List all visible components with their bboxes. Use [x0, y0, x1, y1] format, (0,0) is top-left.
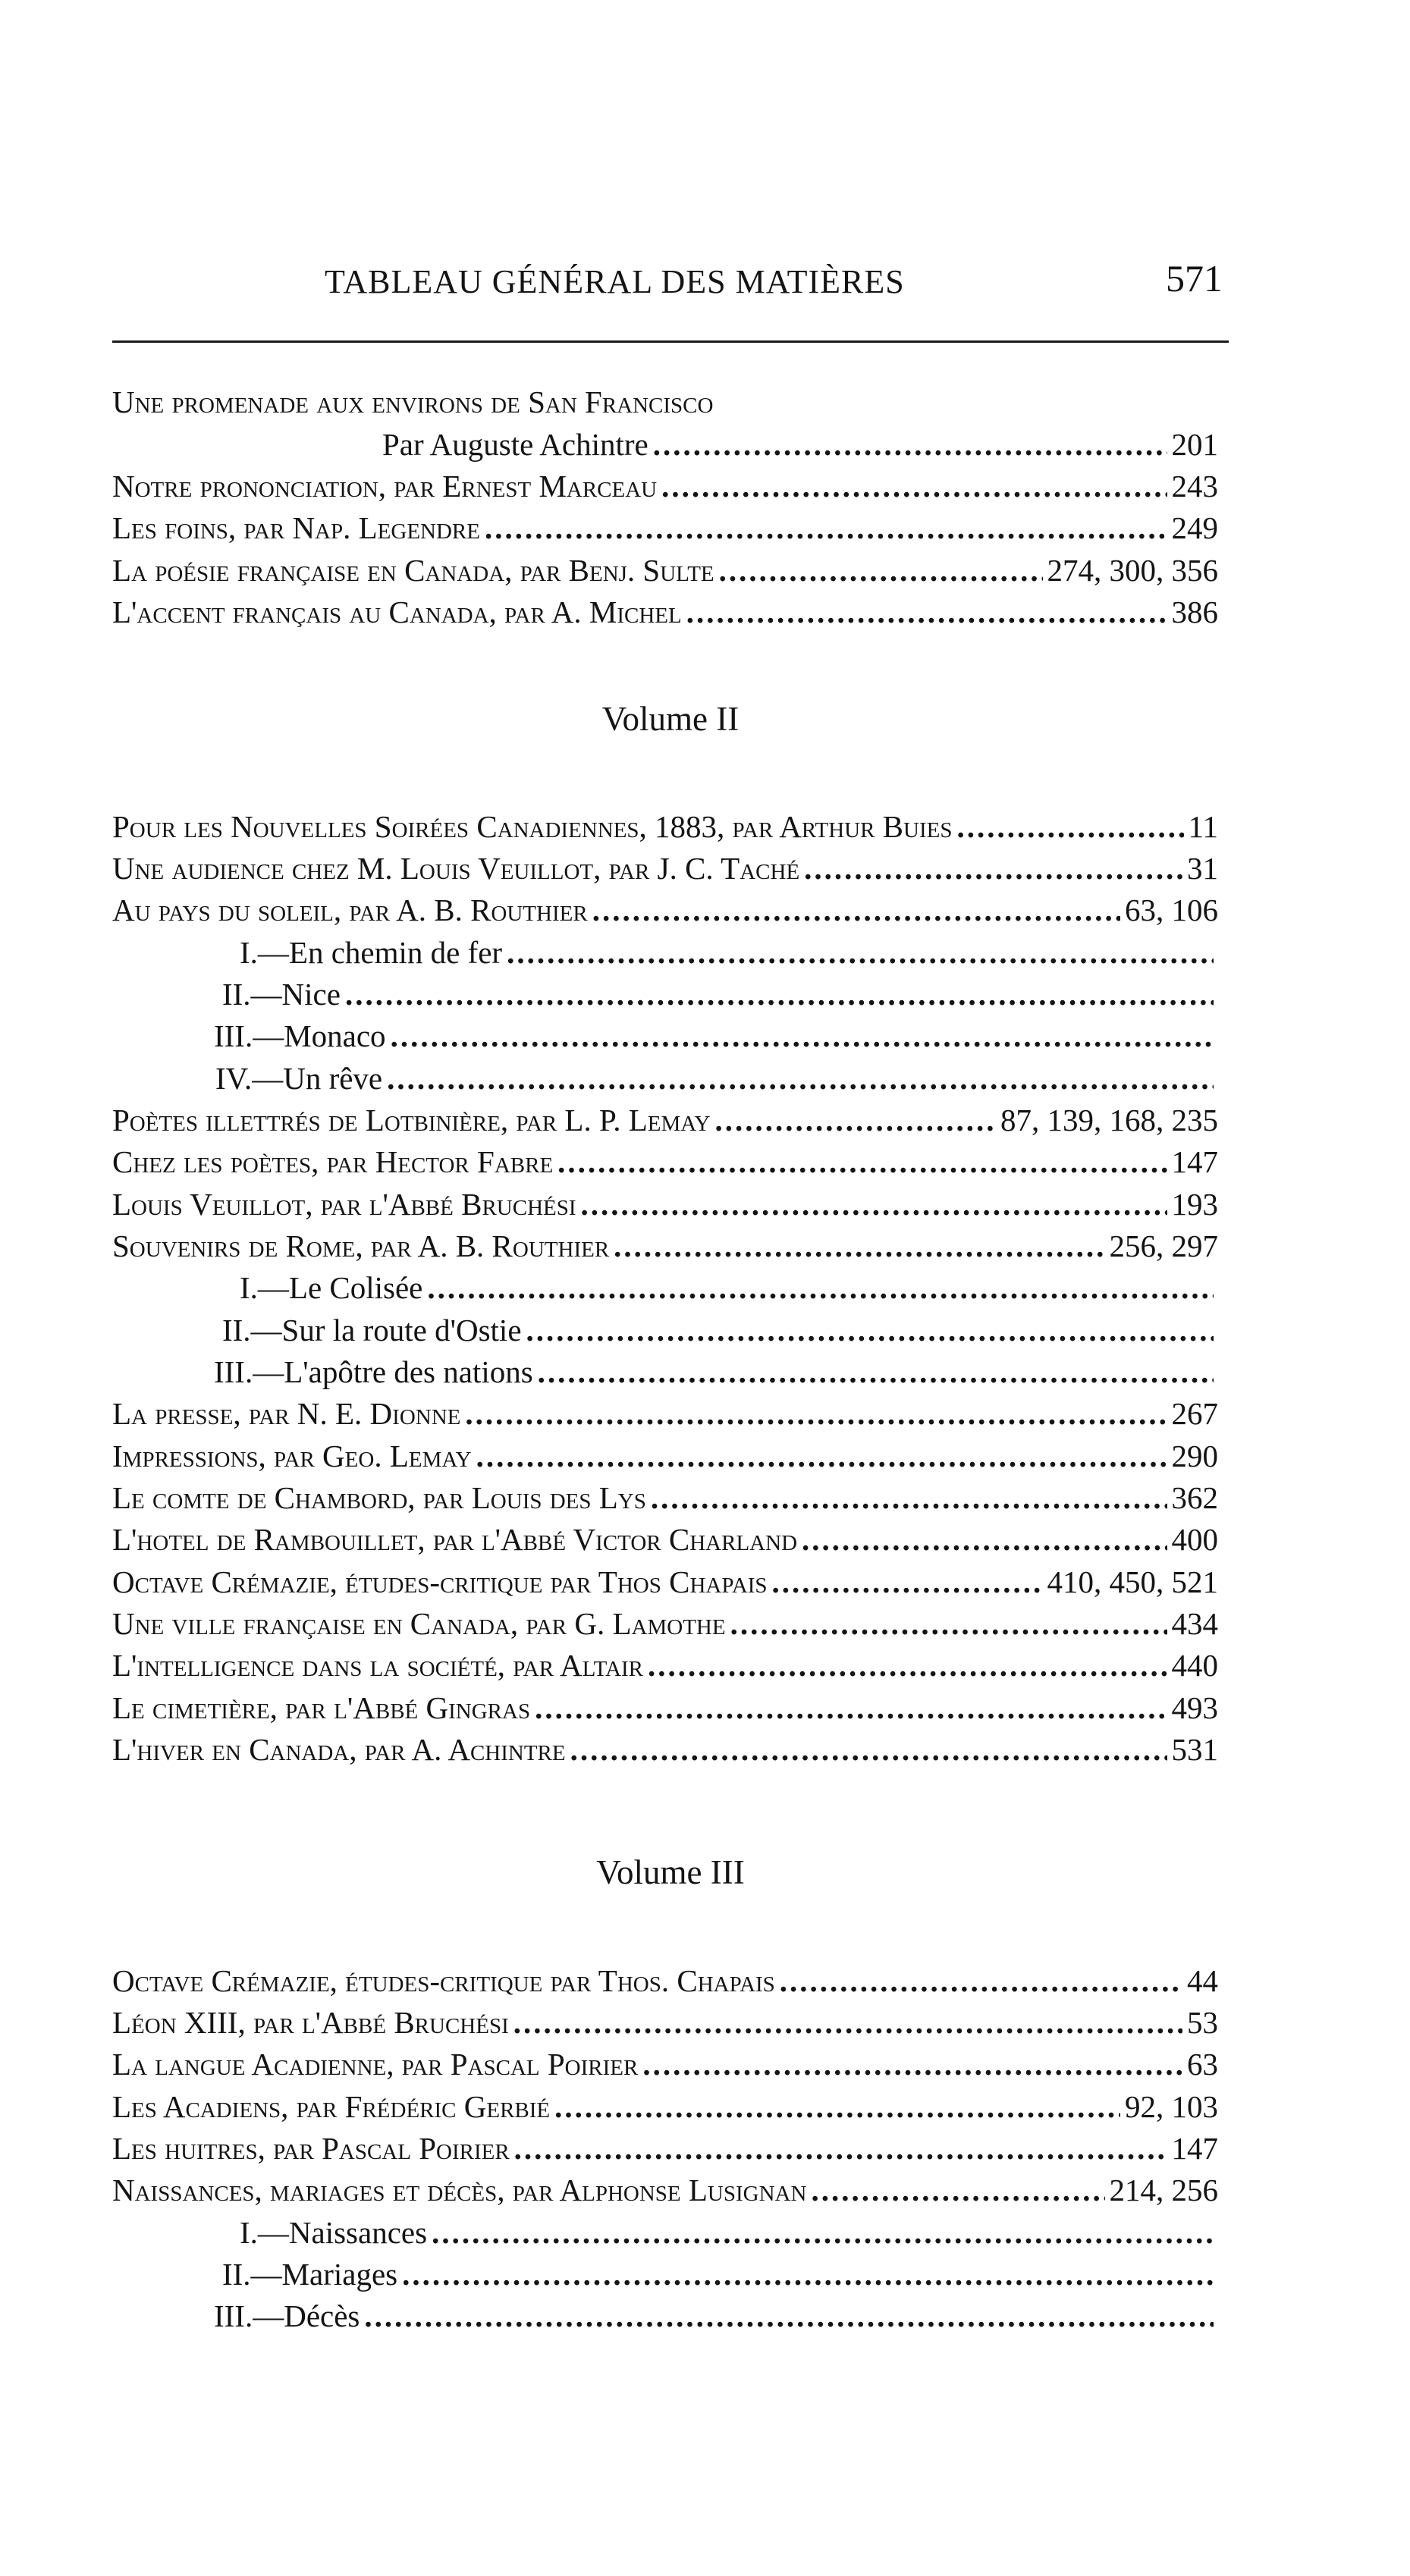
- dot-leader: [476, 1435, 1167, 1476]
- entry-title: Le cimetière, par l'Abbé Gingras: [112, 1690, 531, 1725]
- toc-entry: [112, 1393, 1218, 1434]
- entry-pages: 92, 103: [1125, 2089, 1218, 2124]
- toc-entry: [112, 1225, 1218, 1266]
- entry-pages: 31: [1187, 851, 1218, 886]
- entry-title: Poètes illettrés de Lotbinière, par L. P. Lemay: [112, 1103, 711, 1137]
- entry-title: Le comte de Chambord, par Louis des Lys: [112, 1480, 646, 1515]
- dot-leader: [387, 1058, 1214, 1099]
- toc-subentry: [112, 2212, 1218, 2253]
- toc-subentry: [112, 932, 1218, 973]
- dot-leader: [592, 890, 1120, 930]
- toc-entry: [112, 1687, 1218, 1728]
- header-rule: [112, 340, 1229, 343]
- toc-entry: [112, 507, 1218, 548]
- entry-title: Une ville française en Canada, par G. Lamothe: [112, 1606, 726, 1641]
- entry-title: La presse, par N. E. Dionne: [112, 1396, 461, 1431]
- dot-leader: [557, 1141, 1167, 1182]
- entry-pages: 214, 256: [1109, 2173, 1218, 2207]
- entry-title: Naissances, mariages et décès, par Alphonse Lusignan: [112, 2173, 807, 2207]
- toc-entry: [112, 1561, 1218, 1602]
- toc-subentry: [112, 2295, 1218, 2336]
- entry-pages: 434: [1171, 1606, 1218, 1641]
- toc-entry: [112, 1729, 1218, 1770]
- toc-entry: [112, 1184, 1218, 1225]
- toc-entry: [112, 591, 1218, 632]
- dot-leader: [811, 2170, 1104, 2210]
- dot-leader: [427, 1267, 1214, 1308]
- toc-subentry: [112, 1267, 1218, 1308]
- entry-title: Au pays du soleil, par A. B. Routhier: [112, 893, 588, 927]
- toc-entry: [112, 466, 1218, 507]
- entry-title: Souvenirs de Rome, par A. B. Routhier: [112, 1228, 610, 1263]
- entry-pages: 274, 300, 356: [1047, 553, 1218, 588]
- toc-entry: [112, 1603, 1218, 1644]
- entry-pages: 147: [1171, 2131, 1218, 2166]
- dot-leader: [513, 2002, 1182, 2043]
- entry-title: L'accent français au Canada, par A. Michel: [112, 595, 682, 629]
- entry-title: I.—Le Colisée: [240, 1270, 423, 1305]
- dot-leader: [772, 1561, 1043, 1602]
- dot-leader: [614, 1225, 1104, 1266]
- entry-title: L'hotel de Rambouillet, par l'Abbé Victor Charland: [112, 1522, 798, 1557]
- dot-leader: [535, 1687, 1167, 1728]
- dot-leader: [719, 550, 1043, 591]
- entry-pages: 44: [1187, 1963, 1218, 1998]
- dot-leader: [554, 2086, 1120, 2127]
- dot-leader: [391, 1015, 1214, 1056]
- entry-title: II.—Mariages: [222, 2257, 398, 2292]
- entry-title: Les foins, par Nap. Legendre: [112, 510, 480, 545]
- dot-leader: [581, 1184, 1167, 1225]
- toc-subentry: [112, 2254, 1218, 2295]
- entry-pages: 440: [1171, 1648, 1218, 1683]
- dot-leader: [345, 974, 1214, 1015]
- entry-title: L'hiver en Canada, par A. Achintre: [112, 1732, 566, 1767]
- entry-pages: 11: [1188, 809, 1218, 844]
- dot-leader: [538, 1351, 1214, 1392]
- entry-title: IV.—Un rêve: [215, 1061, 383, 1096]
- dot-leader: [648, 1645, 1167, 1686]
- toc-entry: [112, 2086, 1218, 2127]
- entry-title: L'intelligence dans la société, par Altair: [112, 1648, 644, 1683]
- entry-title: Notre prononciation, par Ernest Marceau: [112, 469, 658, 504]
- entry-title: II.—Sur la route d'Ostie: [222, 1313, 522, 1348]
- toc-entry: [112, 890, 1218, 930]
- dot-leader: [465, 1393, 1167, 1434]
- toc-entry: [112, 1100, 1218, 1141]
- toc-entry: [112, 2044, 1218, 2085]
- dot-leader: [730, 1603, 1167, 1644]
- entry-pages: 193: [1171, 1187, 1218, 1222]
- entry-title: La poésie française en Canada, par Benj. Sulte: [112, 553, 714, 588]
- toc-subentry: [112, 1310, 1218, 1351]
- entry-pages: 63: [1187, 2047, 1218, 2082]
- entry-title: Octave Crémazie, études-critique par Thos. Chapais: [112, 1963, 775, 1998]
- volume-heading: Volume II: [601, 700, 740, 738]
- toc-entry: [112, 1477, 1218, 1518]
- entry-pages: 493: [1171, 1690, 1218, 1725]
- dot-leader: [714, 1100, 996, 1141]
- entry-title: I.—Naissances: [240, 2215, 428, 2250]
- toc-entry: [112, 806, 1218, 847]
- dot-leader: [570, 1729, 1167, 1770]
- entry-pages: 63, 106: [1125, 893, 1218, 927]
- toc-subentry: [112, 974, 1218, 1015]
- toc-entry: [112, 381, 1218, 422]
- entry-title: Les Acadiens, par Frédéric Gerbié: [112, 2089, 551, 2124]
- dot-leader: [507, 932, 1214, 973]
- entry-title: Les huitres, par Pascal Poirier: [112, 2131, 510, 2166]
- toc-subentry: [112, 1058, 1218, 1099]
- toc-entry: [112, 2128, 1218, 2169]
- entry-pages: 87, 139, 168, 235: [1000, 1103, 1218, 1137]
- toc-entry: [112, 1141, 1218, 1182]
- dot-leader: [432, 2212, 1214, 2253]
- dot-leader: [780, 1960, 1182, 2001]
- entry-title: II.—Nice: [222, 977, 341, 1012]
- dot-leader: [661, 466, 1167, 507]
- toc-entry: [112, 2170, 1218, 2210]
- entry-title: Pour les Nouvelles Soirées Canadiennes, 1883, par Arthur Buies: [112, 809, 953, 844]
- dot-leader: [653, 424, 1167, 465]
- toc-entry: [112, 550, 1218, 591]
- dot-leader: [642, 2044, 1182, 2085]
- dot-leader: [804, 848, 1182, 889]
- entry-title: Une promenade aux environs de San Francisco: [112, 384, 714, 419]
- dot-leader: [485, 507, 1167, 548]
- entry-pages: 53: [1187, 2005, 1218, 2040]
- dot-leader: [364, 2295, 1214, 2336]
- entry-title: III.—L'apôtre des nations: [214, 1354, 533, 1389]
- entry-pages: 256, 297: [1109, 1228, 1218, 1263]
- entry-title: Léon XIII, par l'Abbé Bruchési: [112, 2005, 509, 2040]
- entry-title: III.—Monaco: [214, 1018, 386, 1053]
- page-number: 571: [1166, 257, 1223, 300]
- entry-pages: 410, 450, 521: [1047, 1564, 1218, 1599]
- toc-entry: [112, 1960, 1218, 2001]
- entry-pages: 386: [1171, 595, 1218, 629]
- dot-leader: [956, 806, 1183, 847]
- entry-title: Impressions, par Geo. Lemay: [112, 1439, 472, 1473]
- entry-pages: 201: [1171, 427, 1218, 462]
- entry-title: Par Auguste Achintre: [382, 427, 648, 462]
- toc-subentry: [112, 1015, 1218, 1056]
- entry-pages: 531: [1171, 1732, 1218, 1767]
- entry-pages: 249: [1171, 510, 1218, 545]
- toc-entry: [112, 848, 1218, 889]
- entry-title: Une audience chez M. Louis Veuillot, par J. C. Taché: [112, 851, 800, 886]
- toc-entry: [112, 424, 1218, 465]
- entry-title: Chez les poètes, par Hector Fabre: [112, 1144, 554, 1179]
- running-title: TABLEAU GÉNÉRAL DES MATIÈRES: [325, 263, 905, 300]
- entry-pages: 400: [1171, 1522, 1218, 1557]
- entry-pages: 243: [1171, 469, 1218, 504]
- dot-leader: [514, 2128, 1167, 2169]
- dot-leader: [802, 1519, 1167, 1560]
- dot-leader: [686, 591, 1167, 632]
- entry-title: Octave Crémazie, études-critique par Thos Chapais: [112, 1564, 768, 1599]
- dot-leader: [651, 1477, 1167, 1518]
- entry-pages: 362: [1171, 1480, 1218, 1515]
- entry-title: III.—Décès: [214, 2298, 360, 2333]
- toc-subentry: [112, 1351, 1218, 1392]
- toc-entry: [112, 1435, 1218, 1476]
- toc-entry: [112, 1645, 1218, 1686]
- dot-leader: [526, 1310, 1214, 1351]
- page-header: [112, 252, 1229, 312]
- entry-pages: 267: [1171, 1396, 1218, 1431]
- entry-pages: 147: [1171, 1144, 1218, 1179]
- dot-leader: [402, 2254, 1214, 2295]
- entry-pages: 290: [1171, 1439, 1218, 1473]
- entry-title: Louis Veuillot, par l'Abbé Bruchési: [112, 1187, 576, 1222]
- entry-title: La langue Acadienne, par Pascal Poirier: [112, 2047, 639, 2082]
- entry-title: I.—En chemin de fer: [240, 935, 503, 970]
- toc-entry: [112, 2002, 1218, 2043]
- volume-heading: Volume III: [596, 1853, 745, 1891]
- toc-entry: [112, 1519, 1218, 1560]
